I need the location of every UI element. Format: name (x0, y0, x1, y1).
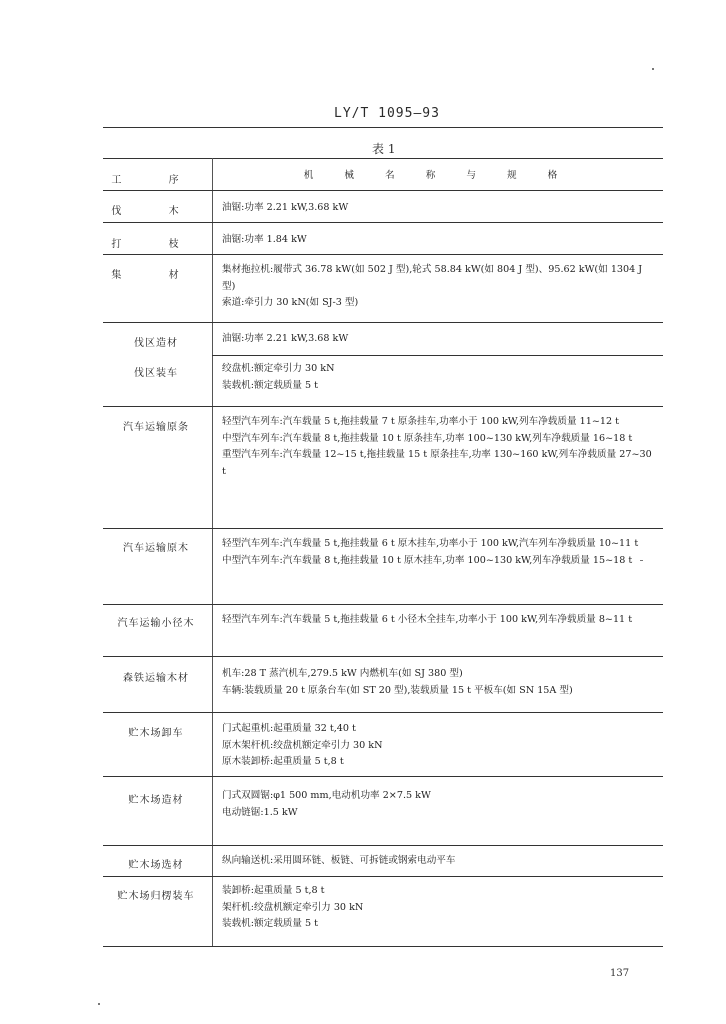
process-cell: 贮木场选材 (128, 860, 184, 871)
machinery-cell (222, 883, 656, 933)
process-cell: 汽车运输原木 (123, 543, 189, 554)
spec-line: 装载机:额定载质量 5 t (222, 918, 319, 929)
process-cell: 森铁运输木材 (123, 673, 189, 684)
spec-line: 油锯:功率 1.84 kW (222, 234, 307, 245)
machinery-cell (222, 414, 656, 480)
spec-line: 装载机:额定载质量 5 t (222, 379, 319, 391)
process-cell: 打 枝 (111, 239, 201, 250)
spec-line: 轻型汽车列车:汽车载量 5 t,拖挂载量 6 t 原木挂车,功率小于 100 kW,汽车列车净载质量 10~11 t (222, 538, 639, 549)
spec-line: 门式双圆锯:φ1 500 mm,电动机功率 2×7.5 kW (222, 790, 431, 801)
machinery-cell (222, 200, 656, 217)
machinery-cell (222, 721, 656, 771)
row-rule (103, 656, 663, 657)
row-rule (103, 876, 663, 877)
machinery-cell (222, 361, 656, 394)
row-rule (103, 845, 663, 846)
spec-line: 油锯:功率 2.21 kW,3.68 kW (222, 333, 349, 344)
col-header-process: 工 序 (111, 175, 201, 186)
spec-line: 轻型汽车列车:汽车载量 5 t,拖挂载量 7 t 原条挂车,功率小于 100 kW,列车净载质量 11~12 t (222, 416, 619, 427)
scan-speck (652, 68, 654, 70)
table-top-rule (103, 158, 663, 159)
row-rule (103, 254, 663, 255)
row-rule (103, 406, 663, 407)
machinery-cell (222, 232, 656, 249)
machinery-cell (222, 262, 656, 312)
header-bottom-rule (103, 190, 663, 191)
spec-line: 轻型汽车列车:汽车载量 5 t,拖挂载量 6 t 小径木全挂车,功率小于 100 kW,列车净载质量 8~11 t (222, 614, 633, 625)
spec-line: 原木架杆机:绞盘机额定牵引力 30 kN (222, 739, 383, 751)
page-number: 137 (610, 968, 630, 979)
process-cell: 贮木场归楞装车 (117, 891, 195, 902)
spec-line: 索道:牵引力 30 kN(如 SJ-3 型) (222, 297, 359, 308)
scan-speck (98, 1003, 100, 1005)
machinery-cell (222, 666, 656, 699)
spec-line: 架杆机:绞盘机额定牵引力 30 kN (222, 901, 364, 913)
machinery-cell (222, 536, 656, 569)
header-rule (103, 127, 663, 128)
table-title: 表 1 (372, 142, 396, 156)
spec-line: 中型汽车列车:汽车载量 8 t,拖挂载量 10 t 原条挂车,功率 100~130 kW,列车净载质量 16~18 t (222, 432, 633, 444)
row-rule (103, 604, 663, 605)
process-cell: 汽车运输原条 (123, 422, 189, 433)
process-cell: 贮木场造材 (128, 795, 184, 806)
process-cell: 汽车运输小径木 (117, 618, 195, 629)
spec-line: 门式起重机:起重质量 32 t,40 t (222, 723, 356, 734)
scan-speck (640, 560, 643, 561)
spec-line: 油锯:功率 2.21 kW,3.68 kW (222, 202, 349, 213)
machinery-cell (222, 331, 656, 348)
spec-line: 集材拖拉机:履带式 36.78 kW(如 502 J 型),轮式 58.84 kW(如 804 J 型)、95.62 kW(如 1304 J 型) (222, 264, 643, 292)
standard-number: LY/T 1095—93 (334, 106, 440, 121)
machinery-cell (222, 612, 656, 629)
row-rule (103, 776, 663, 777)
spec-line: 中型汽车列车:汽车载量 8 t,拖挂载量 10 t 原木挂车,功率 100~130 kW,列车净载质量 15~18 t (222, 554, 633, 566)
machinery-cell (222, 853, 656, 870)
spec-line: 电动链锯:1.5 kW (222, 806, 298, 818)
process-cell: 伐区装车 (134, 368, 178, 379)
row-rule (103, 222, 663, 223)
table-bottom-rule (103, 946, 663, 947)
column-divider (212, 158, 213, 946)
row-rule (103, 712, 663, 713)
row-rule (103, 528, 663, 529)
process-cell: 贮木场卸车 (128, 728, 184, 739)
spec-line: 绞盘机:额定牵引力 30 kN (222, 363, 335, 374)
process-cell: 伐 木 (111, 206, 201, 217)
row-rule (103, 322, 663, 323)
process-cell: 集 材 (111, 270, 201, 281)
col-header-machinery: 机 械 名 称 与 规 格 (303, 170, 572, 181)
machinery-cell (222, 788, 656, 821)
spec-line: 纵向输送机:采用圆环链、板链、可拆链或钢索电动平车 (222, 855, 456, 866)
row-rule (212, 355, 663, 356)
spec-line: 重型汽车列车:汽车载量 12~15 t,拖挂载量 15 t 原条挂车,功率 130~160 kW,列车净载质量 27~30 t (222, 449, 652, 477)
process-cell: 伐区造材 (134, 338, 178, 349)
spec-line: 车辆:装载质量 20 t 原条台车(如 ST 20 型),装载质量 15 t 平板车(如 SN 15A 型) (222, 684, 573, 696)
spec-line: 原木装卸桥:起重质量 5 t,8 t (222, 756, 344, 767)
spec-line: 装卸桥:起重质量 5 t,8 t (222, 885, 325, 896)
spec-line: 机车:28 T 蒸汽机车,279.5 kW 内燃机车(如 SJ 380 型) (222, 668, 463, 679)
